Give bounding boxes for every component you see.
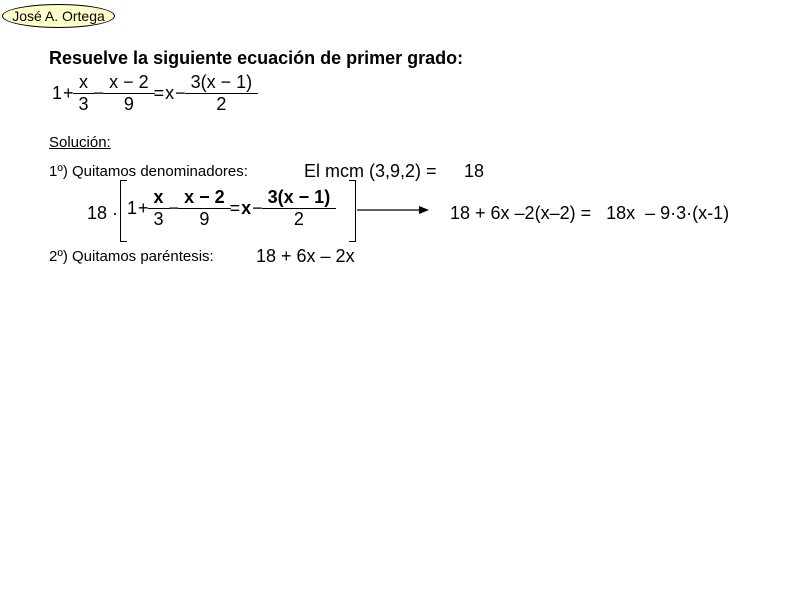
- fraction-3xminus1-over-2: [265, 187, 334, 229]
- fraction-xminus2-over-9: [181, 187, 228, 229]
- author-name: José A. Ortega: [12, 8, 105, 24]
- mcm-text: El mcm (3,9,2) =: [304, 161, 437, 181]
- problem-title: Resuelve la siguiente ecuación de primer grado:: [49, 48, 464, 68]
- plus-sign: +: [63, 82, 74, 103]
- denominator: 9: [103, 93, 155, 115]
- denominator: 2: [185, 93, 259, 115]
- author-badge: [2, 4, 115, 28]
- numerator: x − 2: [109, 72, 149, 92]
- numerator: x: [153, 187, 164, 207]
- fraction-3xminus1-over-2: [188, 72, 256, 114]
- denominator: 3: [148, 208, 170, 230]
- left-bracket: [120, 180, 127, 242]
- original-equation: [52, 72, 256, 114]
- mcm-value: 18: [464, 161, 485, 181]
- denominator: 2: [262, 208, 337, 230]
- minus-sign: −: [252, 197, 263, 218]
- minus-sign: −: [175, 82, 186, 103]
- fraction-x-over-3: [151, 187, 167, 229]
- step1-label: 1º) Quitamos denominadores:: [49, 163, 248, 180]
- multiplied-equation: [127, 187, 334, 229]
- numerator: 3(x − 1): [267, 187, 331, 207]
- plus-sign: +: [138, 197, 149, 218]
- equals-sign: =: [229, 197, 241, 218]
- equals-sign: =: [153, 82, 165, 103]
- minus-sign: −: [93, 82, 105, 103]
- step2-label: 2º) Quitamos paréntesis:: [49, 248, 214, 265]
- minus-sign: −: [168, 197, 180, 218]
- fraction-x-over-3: [76, 72, 92, 114]
- numerator: x: [79, 72, 89, 92]
- term-x: x: [241, 197, 252, 218]
- multiplier: 18 ·: [87, 203, 119, 223]
- denominator: 9: [178, 208, 231, 230]
- term-x: x: [165, 82, 175, 103]
- term-one: 1: [127, 197, 138, 218]
- solution-label: Solución:: [49, 134, 111, 151]
- denominator: 3: [73, 93, 95, 115]
- step1-result: 18 + 6x –2(x–2) = 18x – 9·3·(x-1): [450, 203, 730, 223]
- term-one: 1: [52, 82, 63, 103]
- numerator: x − 2: [184, 187, 225, 207]
- right-arrow-icon: [357, 205, 429, 215]
- right-bracket: [349, 180, 356, 242]
- step2-result: 18 + 6x – 2x: [256, 246, 355, 266]
- fraction-xminus2-over-9: [106, 72, 152, 114]
- numerator: 3(x − 1): [190, 72, 253, 92]
